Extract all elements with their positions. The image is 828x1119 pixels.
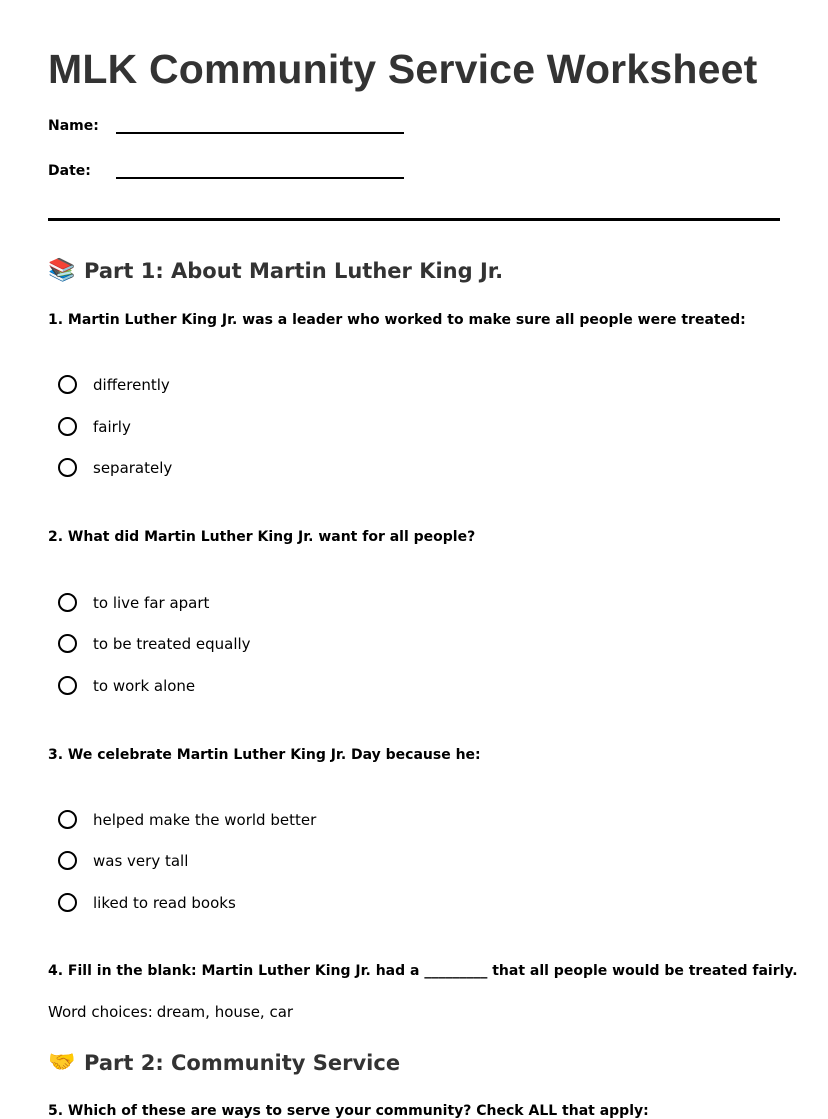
date-label: Date: [48, 163, 91, 179]
option-label: to be treated equally [93, 634, 251, 653]
radio-button[interactable] [58, 417, 77, 436]
name-line[interactable] [116, 131, 404, 134]
name-label: Name: [48, 118, 99, 134]
date-line[interactable] [116, 176, 404, 179]
question-4: 4. Fill in the blank: Martin Luther King Jr. had a _________ that all people would be treated fairly. [48, 963, 798, 979]
q2-option-2[interactable] [58, 634, 251, 653]
date-field[interactable] [48, 163, 404, 179]
radio-button[interactable] [58, 593, 77, 612]
question-2: 2. What did Martin Luther King Jr. want for all people? [48, 529, 476, 545]
q1-option-1[interactable] [58, 375, 170, 394]
option-label: was very tall [93, 851, 189, 870]
option-label: to work alone [93, 676, 196, 695]
option-label: helped make the world better [93, 810, 317, 829]
option-label: liked to read books [93, 893, 236, 912]
question-5: 5. Which of these are ways to serve your community? Check ALL that apply: [48, 1103, 649, 1119]
q3-option-3[interactable] [58, 893, 236, 912]
radio-button[interactable] [58, 851, 77, 870]
word-choices-list: dream, house, car [156, 1003, 294, 1021]
part2-heading [48, 1050, 400, 1075]
radio-button[interactable] [58, 676, 77, 695]
radio-button[interactable] [58, 458, 77, 477]
word-choices [48, 1003, 293, 1021]
part1-heading-text: Part 1: About Martin Luther King Jr. [84, 258, 504, 283]
q3-option-1[interactable] [58, 810, 316, 829]
option-label: separately [93, 458, 173, 477]
option-label: differently [93, 375, 170, 394]
name-field[interactable] [48, 118, 404, 134]
radio-button[interactable] [58, 634, 77, 653]
divider [48, 218, 780, 221]
part1-heading [48, 258, 503, 283]
option-label: fairly [93, 417, 131, 436]
radio-button[interactable] [58, 893, 77, 912]
q1-option-3[interactable] [58, 458, 172, 477]
q3-option-2[interactable] [58, 851, 188, 870]
question-1: 1. Martin Luther King Jr. was a leader who worked to make sure all people were treated: [48, 312, 746, 328]
q2-option-3[interactable] [58, 676, 195, 695]
question-3: 3. We celebrate Martin Luther King Jr. Day because he: [48, 747, 481, 763]
radio-button[interactable] [58, 375, 77, 394]
q2-option-1[interactable] [58, 593, 209, 612]
radio-button[interactable] [58, 810, 77, 829]
books-icon: 📚 [48, 258, 76, 283]
option-label: to live far apart [93, 593, 210, 612]
q1-option-2[interactable] [58, 417, 131, 436]
part2-heading-text: Part 2: Community Service [84, 1050, 401, 1075]
word-choices-label: Word choices: [48, 1003, 153, 1021]
page-title: MLK Community Service Worksheet [48, 46, 758, 92]
handshake-icon: 🤝 [48, 1050, 76, 1075]
